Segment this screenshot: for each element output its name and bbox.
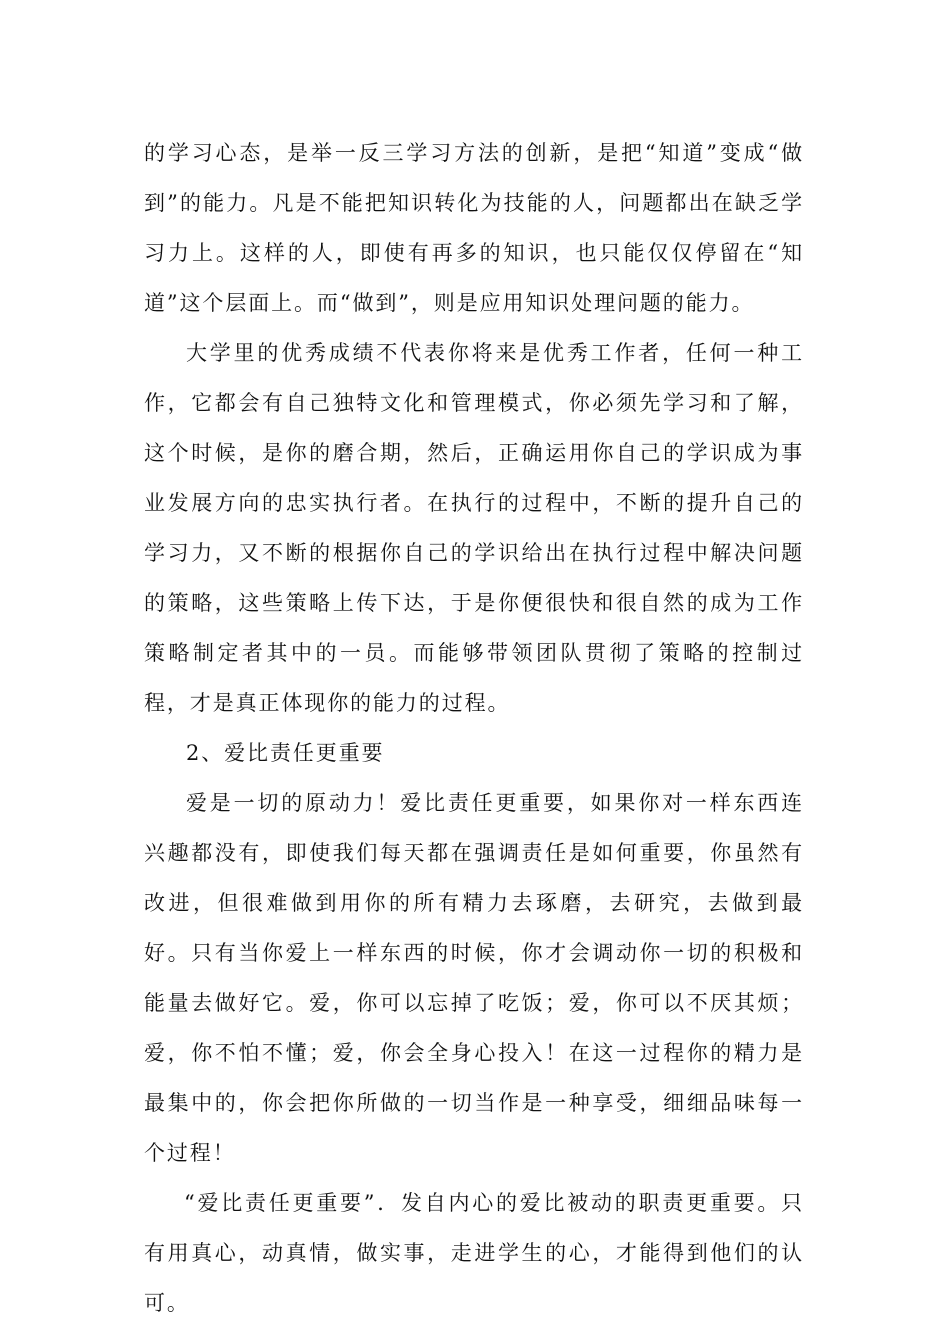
document-body [144, 128, 804, 1328]
paragraph-continuation: 的学习心态，是举一反三学习方法的创新，是把“知道”变成“做到”的能力。凡是不能把知识转化为技能的人，问题都出在缺乏学习力上。这样的人，即使有再多的知识，也只能仅仅停留在“知道”这个层面上。而“做到”，则是应用知识处理问题的能力。 [144, 141, 804, 315]
paragraph-love-vs-duty: “爱比责任更重要”．发自内心的爱比被动的职责更重要。只有用真心，动真情，做实事，走进学生的心，才能得到他们的认可。 [144, 1191, 804, 1315]
paragraph-university-grades: 大学里的优秀成绩不代表你将来是优秀工作者，任何一种工作，它都会有自己独特文化和管理模式，你必须先学习和了解，这个时候，是你的磨合期，然后，正确运用你自己的学识成为事业发展方向的忠实执行者。在执行的过程中，不断的提升自己的学习力，又不断的根据你自己的学识给出在执行过程中解决问题的策略，这些策略上传下达，于是你便很快和很自然的成为工作策略制定者其中的一员。而能够带领团队贯彻了策略的控制过程，才是真正体现你的能力的过程。 [144, 341, 804, 715]
section-heading: 2、爱比责任更重要 [186, 741, 385, 765]
paragraph-love-motivation: 爱是一切的原动力！爱比责任更重要，如果你对一样东西连兴趣都没有，即使我们每天都在强调责任是如何重要，你虽然有改进，但很难做到用你的所有精力去琢磨，去研究，去做到最好。只有当你爱上一样东西的时候，你才会调动你一切的积极和能量去做好它。爱，你可以忘掉了吃饭；爱，你可以不厌其烦；爱，你不怕不懂；爱，你会全身心投入！在这一过程你的精力是最集中的，你会把你所做的一切当作是一种享受，细细品味每一个过程！ [144, 791, 804, 1165]
